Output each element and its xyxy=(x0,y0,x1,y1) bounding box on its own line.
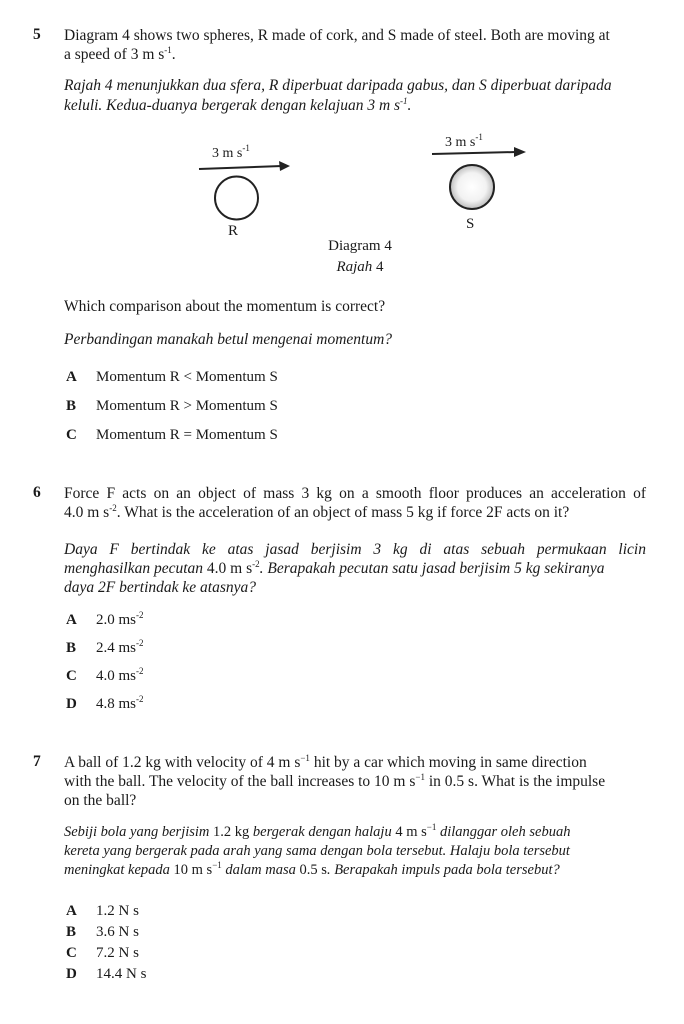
question-5-prompt-en: Which comparison about the momentum is correct? xyxy=(64,298,386,315)
text: 3 m s xyxy=(212,146,243,161)
option-label: C xyxy=(66,427,77,443)
option-5b[interactable] xyxy=(66,398,278,415)
diagram-caption-en: Diagram 4 xyxy=(328,238,392,254)
text: 4 m s xyxy=(395,824,427,840)
question-5-prompt-ms: Perbandingan manakah betul mengenai momentum? xyxy=(64,331,393,348)
question-text-ms-line1: Rajah 4 menunjukkan dua sfera, R diperbuat daripada gabus, dan S diperbuat daripada xyxy=(64,77,612,94)
option-text: 4.8 ms xyxy=(96,696,137,712)
text: 1.2 kg xyxy=(213,824,250,840)
option-6a[interactable] xyxy=(66,612,144,629)
option-label: D xyxy=(66,696,77,712)
text: . xyxy=(407,97,412,114)
option-label: C xyxy=(66,668,77,684)
question-text-ms-line3: daya 2F bertindak ke atasnya? xyxy=(64,579,256,596)
option-7d[interactable] xyxy=(66,966,146,983)
option-7a[interactable] xyxy=(66,903,139,920)
superscript: -1 xyxy=(164,45,172,55)
text: bergerak dengan halaju xyxy=(249,824,396,840)
superscript: -2 xyxy=(109,503,117,513)
superscript: -2 xyxy=(252,559,260,569)
sphere-s-label: S xyxy=(466,216,475,232)
option-label: C xyxy=(66,945,77,961)
diagram-caption-ms xyxy=(300,259,420,276)
text: . Berapakah impuls pada bola tersebut? xyxy=(326,862,560,878)
option-text: 2.0 ms xyxy=(96,612,137,628)
question-text-ms-line1: Daya F bertindak ke atas jasad berjisim 3 kg di atas sebuah permukaan licin xyxy=(64,541,646,558)
speed-label-r xyxy=(212,143,250,162)
superscript: −1 xyxy=(300,753,310,763)
superscript: -1 xyxy=(400,96,408,106)
superscript: -2 xyxy=(136,638,144,648)
text: with the ball. The velocity of the ball increases to 10 m s xyxy=(64,773,416,790)
superscript: -1 xyxy=(242,143,250,153)
text: 3 m s xyxy=(445,135,476,150)
text: . What is the acceleration of an object of mass 5 kg if force 2F acts on it? xyxy=(116,504,570,521)
superscript: -2 xyxy=(136,666,144,676)
text: 4 xyxy=(372,259,384,275)
option-text: 7.2 N s xyxy=(96,945,139,961)
question-text-en-line1: Force F acts on an object of mass 3 kg on a smooth floor produces an acceleration of xyxy=(64,485,646,502)
question-text-ms-line2: kereta yang bergerak pada arah yang sama dengan bola tersebut. Halaju bola tersebut xyxy=(64,843,570,859)
option-text: Momentum R = Momentum S xyxy=(96,427,278,443)
text: meningkat kepada xyxy=(64,862,174,878)
question-text-en-line2 xyxy=(64,772,605,791)
superscript: −1 xyxy=(212,860,222,870)
option-text: 2.4 ms xyxy=(96,640,137,656)
text: Sebiji bola yang berjisim xyxy=(64,824,214,840)
superscript: -2 xyxy=(136,694,144,704)
option-label: A xyxy=(66,903,77,919)
question-text-ms-line3 xyxy=(64,861,560,880)
option-5c[interactable] xyxy=(66,427,278,444)
question-text-en-line2 xyxy=(64,503,569,522)
sphere-r-label: R xyxy=(228,223,239,239)
option-label: A xyxy=(66,369,77,385)
superscript: -2 xyxy=(136,610,144,620)
text: . Berapakah pecutan satu jasad berjisim 5 kg sekiranya xyxy=(259,560,605,577)
option-6c[interactable] xyxy=(66,668,144,685)
question-text-en-line3: on the ball? xyxy=(64,792,137,809)
text: dalam masa xyxy=(221,862,300,878)
text: a speed of 3 m s xyxy=(64,46,165,63)
option-label: B xyxy=(66,640,77,656)
option-text: 4.0 ms xyxy=(96,668,137,684)
question-text-en-line1: Diagram 4 shows two spheres, R made of cork, and S made of steel. Both are moving at xyxy=(64,27,610,44)
text: . xyxy=(171,46,176,63)
text: 4.0 m s xyxy=(64,504,110,521)
text: 0.5 s xyxy=(299,862,327,878)
option-text: Momentum R > Momentum S xyxy=(96,398,278,414)
option-label: B xyxy=(66,924,77,940)
text: 10 m s xyxy=(173,862,213,878)
question-text-ms-line2 xyxy=(64,96,411,115)
option-label: D xyxy=(66,966,77,982)
option-6d[interactable] xyxy=(66,696,144,713)
option-label: A xyxy=(66,612,77,628)
speed-label-s xyxy=(445,132,483,151)
question-text-ms-line2 xyxy=(64,559,604,578)
question-number: 6 xyxy=(33,484,41,501)
option-text: Momentum R < Momentum S xyxy=(96,369,278,385)
text: hit by a car which moving in same direction xyxy=(309,754,587,771)
text: 4.0 m s xyxy=(206,560,253,577)
option-5a[interactable] xyxy=(66,369,278,386)
option-text: 3.6 N s xyxy=(96,924,139,940)
text: keluli. Kedua-duanya bergerak dengan kelajuan 3 m s xyxy=(64,97,401,114)
superscript: −1 xyxy=(415,772,425,782)
option-label: B xyxy=(66,398,77,414)
option-7c[interactable] xyxy=(66,945,139,962)
question-number: 7 xyxy=(33,753,41,770)
option-7b[interactable] xyxy=(66,924,139,941)
option-6b[interactable] xyxy=(66,640,144,657)
superscript: −1 xyxy=(426,822,437,832)
text: in 0.5 s. What is the impulse xyxy=(424,773,606,790)
question-text-ms-line1 xyxy=(64,823,570,842)
superscript: -1 xyxy=(475,132,483,142)
text: dilanggar oleh sebuah xyxy=(436,824,571,840)
question-text-en-line2 xyxy=(64,45,176,64)
question-text-en-line1 xyxy=(64,753,587,772)
text: Rajah xyxy=(336,259,373,275)
option-text: 14.4 N s xyxy=(96,966,147,982)
diagram-4 xyxy=(0,130,684,290)
option-text: 1.2 N s xyxy=(96,903,139,919)
question-number: 5 xyxy=(33,26,41,43)
text: A ball of 1.2 kg with velocity of 4 m s xyxy=(64,754,301,771)
text: menghasilkan pecutan xyxy=(64,560,207,577)
